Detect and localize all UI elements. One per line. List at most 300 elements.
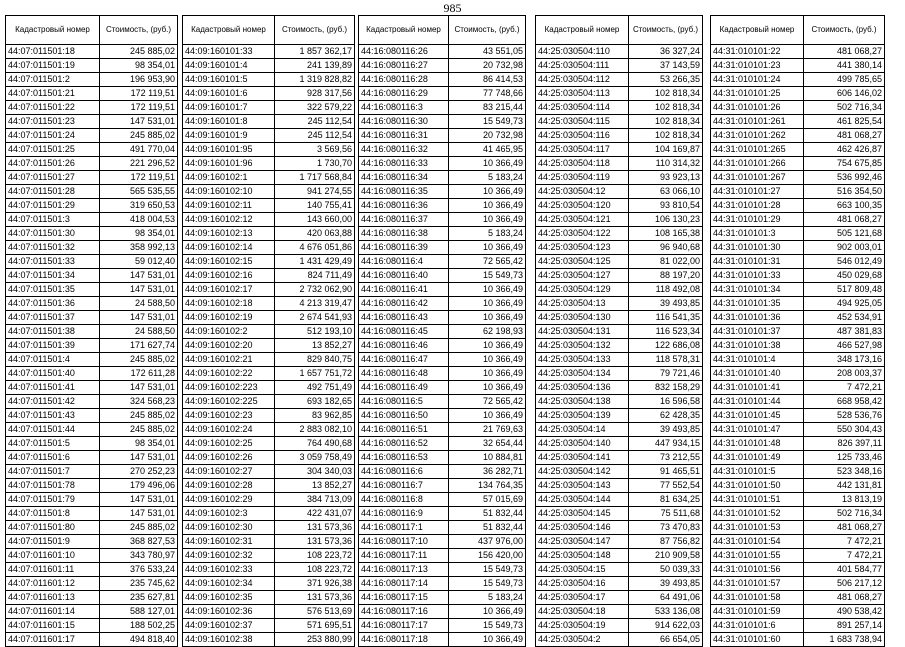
cost-cell: 829 840,75 [275, 353, 355, 367]
cadastral-number-cell: 44:25:030504:138 [536, 395, 629, 409]
header-cadastral-number: Кадастровый номер [183, 16, 275, 45]
table-row [711, 409, 885, 423]
table-row [6, 283, 178, 297]
cadastral-number-cell: 44:07:011501:43 [6, 409, 100, 423]
cadastral-number-cell: 44:16:080117:17 [359, 619, 449, 633]
cadastral-number-cell: 44:25:030504:111 [536, 59, 629, 73]
table-row [6, 395, 178, 409]
cost-cell: 81 634,25 [629, 493, 703, 507]
cadastral-number-cell: 44:07:011601:17 [6, 633, 100, 647]
cadastral-number-cell: 44:25:030504:15 [536, 563, 629, 577]
cost-cell: 481 068,27 [804, 45, 885, 59]
cost-cell: 147 531,01 [100, 493, 178, 507]
cadastral-number-cell: 44:09:160101:8 [183, 115, 275, 129]
table-row [711, 129, 885, 143]
table-row [536, 619, 703, 633]
cadastral-number-cell: 44:31:010101:37 [711, 325, 804, 339]
cadastral-number-cell: 44:09:160102:10 [183, 185, 275, 199]
table-row [711, 325, 885, 339]
table-row [359, 605, 526, 619]
table-row [183, 101, 355, 115]
cadastral-number-cell: 44:09:160102:15 [183, 255, 275, 269]
table-row [359, 535, 526, 549]
cadastral-number-cell: 44:31:010101:58 [711, 591, 804, 605]
cadastral-number-cell: 44:25:030504:12 [536, 185, 629, 199]
cost-cell: 1 857 362,17 [275, 45, 355, 59]
cost-cell: 106 130,23 [629, 213, 703, 227]
cost-cell: 39 493,85 [629, 423, 703, 437]
table-row [711, 45, 885, 59]
cadastral-number-cell: 44:31:010101:52 [711, 507, 804, 521]
cadastral-number-cell: 44:09:160101:4 [183, 59, 275, 73]
cost-cell: 245 885,02 [100, 409, 178, 423]
table-row [6, 213, 178, 227]
table-row [359, 479, 526, 493]
table-row [183, 563, 355, 577]
cadastral-number-cell: 44:31:010101:30 [711, 241, 804, 255]
cadastral-number-cell: 44:16:080116:8 [359, 493, 449, 507]
cost-cell: 125 733,46 [804, 451, 885, 465]
cost-cell: 131 573,36 [275, 591, 355, 605]
table-row [711, 395, 885, 409]
cost-cell: 235 745,62 [100, 577, 178, 591]
table-row [536, 297, 703, 311]
table-row [536, 101, 703, 115]
cost-cell: 32 654,44 [449, 437, 526, 451]
table-row [711, 185, 885, 199]
cost-cell: 764 490,68 [275, 437, 355, 451]
cost-cell: 1 730,70 [275, 157, 355, 171]
cadastral-number-cell: 44:31:010101:26 [711, 101, 804, 115]
table-row [359, 437, 526, 451]
table-row [711, 507, 885, 521]
table-row [711, 619, 885, 633]
cost-cell: 79 721,46 [629, 367, 703, 381]
table-row [183, 339, 355, 353]
cadastral-number-cell: 44:25:030504:115 [536, 115, 629, 129]
cadastral-number-cell: 44:07:011501:41 [6, 381, 100, 395]
table-row [6, 227, 178, 241]
cost-cell: 536 992,46 [804, 171, 885, 185]
table-row [536, 311, 703, 325]
cost-cell: 102 818,34 [629, 129, 703, 143]
table-row [536, 269, 703, 283]
cost-cell: 506 217,12 [804, 577, 885, 591]
cadastral-number-cell: 44:07:011501:39 [6, 339, 100, 353]
cadastral-number-cell: 44:07:011501:18 [6, 45, 100, 59]
cadastral-number-cell: 44:16:080117:10 [359, 535, 449, 549]
table-row [711, 605, 885, 619]
cost-cell: 7 472,21 [804, 381, 885, 395]
cost-cell: 188 502,25 [100, 619, 178, 633]
cost-cell: 179 496,06 [100, 479, 178, 493]
cadastral-number-cell: 44:16:080116:33 [359, 157, 449, 171]
cost-cell: 221 296,52 [100, 157, 178, 171]
cost-cell: 10 366,49 [449, 311, 526, 325]
table-row [6, 87, 178, 101]
table-row [183, 381, 355, 395]
cost-cell: 902 003,01 [804, 241, 885, 255]
cost-cell: 93 810,54 [629, 199, 703, 213]
cost-cell: 245 885,02 [100, 521, 178, 535]
cadastral-number-cell: 44:31:010101:57 [711, 577, 804, 591]
cadastral-number-cell: 44:16:080116:41 [359, 283, 449, 297]
cost-cell: 36 282,71 [449, 465, 526, 479]
table-row [183, 619, 355, 633]
cadastral-number-cell: 44:16:080116:40 [359, 269, 449, 283]
table-row [6, 199, 178, 213]
table-row [711, 255, 885, 269]
cadastral-number-cell: 44:09:160102:30 [183, 521, 275, 535]
table-row [359, 409, 526, 423]
cadastral-number-cell: 44:25:030504:19 [536, 619, 629, 633]
table-row [359, 199, 526, 213]
cadastral-number-cell: 44:31:010101:28 [711, 199, 804, 213]
table-row [536, 409, 703, 423]
cadastral-number-cell: 44:16:080116:34 [359, 171, 449, 185]
table-row [359, 381, 526, 395]
table-row [183, 87, 355, 101]
table-row [359, 255, 526, 269]
cost-cell: 550 304,43 [804, 423, 885, 437]
cost-cell: 171 627,74 [100, 339, 178, 353]
table-row [359, 269, 526, 283]
table-row [536, 507, 703, 521]
cost-cell: 319 650,53 [100, 199, 178, 213]
cost-cell: 147 531,01 [100, 381, 178, 395]
cadastral-number-cell: 44:07:011501:33 [6, 255, 100, 269]
cadastral-number-cell: 44:07:011601:13 [6, 591, 100, 605]
table-row [183, 45, 355, 59]
cost-cell: 505 121,68 [804, 227, 885, 241]
cadastral-number-cell: 44:25:030504:118 [536, 157, 629, 171]
cost-cell: 663 100,35 [804, 199, 885, 213]
cadastral-number-cell: 44:31:010101:41 [711, 381, 804, 395]
cadastral-number-cell: 44:07:011501:2 [6, 73, 100, 87]
cadastral-number-cell: 44:31:010101:56 [711, 563, 804, 577]
cadastral-number-cell: 44:07:011601:15 [6, 619, 100, 633]
table-row [359, 185, 526, 199]
cadastral-number-cell: 44:25:030504:139 [536, 409, 629, 423]
cadastral-number-cell: 44:07:011501:26 [6, 157, 100, 171]
table-row [183, 269, 355, 283]
cadastral-number-cell: 44:25:030504:140 [536, 437, 629, 451]
cost-cell: 39 493,85 [629, 297, 703, 311]
table-row [183, 171, 355, 185]
cost-cell: 156 420,00 [449, 549, 526, 563]
table-row [183, 521, 355, 535]
table-row [183, 241, 355, 255]
cadastral-number-cell: 44:16:080116:5 [359, 395, 449, 409]
cost-cell: 358 992,13 [100, 241, 178, 255]
cost-cell: 62 428,35 [629, 409, 703, 423]
header-cost: Стоимость, (руб.) [275, 16, 355, 45]
cadastral-number-cell: 44:31:010101:54 [711, 535, 804, 549]
cost-cell: 481 068,27 [804, 213, 885, 227]
table-row [711, 171, 885, 185]
cadastral-number-cell: 44:31:010101:22 [711, 45, 804, 59]
table-row [536, 115, 703, 129]
cadastral-number-cell: 44:31:010101:44 [711, 395, 804, 409]
cost-cell: 450 029,68 [804, 269, 885, 283]
cost-cell: 1 683 738,94 [804, 633, 885, 647]
cost-cell: 172 119,51 [100, 101, 178, 115]
cadastral-number-cell: 44:07:011501:40 [6, 367, 100, 381]
table-row [6, 311, 178, 325]
cost-cell: 64 491,06 [629, 591, 703, 605]
cost-cell: 147 531,01 [100, 451, 178, 465]
table-row [711, 423, 885, 437]
table-row [359, 311, 526, 325]
cadastral-number-cell: 44:25:030504:18 [536, 605, 629, 619]
cadastral-number-cell: 44:31:010101:59 [711, 605, 804, 619]
cadastral-number-cell: 44:09:160102:12 [183, 213, 275, 227]
cadastral-number-cell: 44:09:160102:14 [183, 241, 275, 255]
cadastral-number-cell: 44:25:030504:121 [536, 213, 629, 227]
cost-cell: 533 136,08 [629, 605, 703, 619]
cost-cell: 891 257,14 [804, 619, 885, 633]
table-row [711, 549, 885, 563]
cost-cell: 7 472,21 [804, 535, 885, 549]
cost-cell: 66 654,05 [629, 633, 703, 647]
cadastral-number-cell: 44:16:080116:26 [359, 45, 449, 59]
table-row [183, 73, 355, 87]
cost-cell: 51 832,44 [449, 521, 526, 535]
cost-cell: 102 818,34 [629, 87, 703, 101]
cost-cell: 122 686,08 [629, 339, 703, 353]
cadastral-number-cell: 44:07:011501:24 [6, 129, 100, 143]
table-row [536, 199, 703, 213]
cost-cell: 51 832,44 [449, 507, 526, 521]
table-row [6, 549, 178, 563]
cost-cell: 72 565,42 [449, 395, 526, 409]
cost-cell: 77 552,54 [629, 479, 703, 493]
table-row [711, 297, 885, 311]
table-row [711, 101, 885, 115]
table-row [183, 465, 355, 479]
table-row [6, 73, 178, 87]
cost-cell: 10 884,81 [449, 451, 526, 465]
cost-cell: 832 158,29 [629, 381, 703, 395]
table-row [536, 227, 703, 241]
cadastral-number-cell: 44:09:160102:26 [183, 451, 275, 465]
cost-cell: 172 119,51 [100, 171, 178, 185]
cadastral-number-cell: 44:09:160102:16 [183, 269, 275, 283]
cadastral-number-cell: 44:31:010101:55 [711, 549, 804, 563]
cadastral-number-cell: 44:09:160102:33 [183, 563, 275, 577]
table-row [183, 325, 355, 339]
table-row [183, 283, 355, 297]
cadastral-number-cell: 44:31:010101:27 [711, 185, 804, 199]
table-row [6, 619, 178, 633]
cadastral-number-cell: 44:09:160102:35 [183, 591, 275, 605]
cadastral-number-cell: 44:31:010101:23 [711, 59, 804, 73]
cost-cell: 754 675,85 [804, 157, 885, 171]
cadastral-number-cell: 44:25:030504:130 [536, 311, 629, 325]
cadastral-number-cell: 44:16:080116:42 [359, 297, 449, 311]
cost-cell: 2 674 541,93 [275, 311, 355, 325]
cadastral-number-cell: 44:16:080116:46 [359, 339, 449, 353]
cadastral-number-cell: 44:09:160102:31 [183, 535, 275, 549]
cadastral-number-cell: 44:16:080117:16 [359, 605, 449, 619]
table-row [183, 479, 355, 493]
cadastral-number-cell: 44:09:160101:95 [183, 143, 275, 157]
cadastral-number-cell: 44:25:030504:17 [536, 591, 629, 605]
cost-cell: 2 732 062,90 [275, 283, 355, 297]
cadastral-number-cell: 44:16:080116:48 [359, 367, 449, 381]
cadastral-number-cell: 44:07:011501:80 [6, 521, 100, 535]
table-row [6, 591, 178, 605]
cadastral-number-cell: 44:09:160102:19 [183, 311, 275, 325]
cost-cell: 576 513,69 [275, 605, 355, 619]
table-row [183, 577, 355, 591]
table-row [536, 255, 703, 269]
table-row [536, 563, 703, 577]
table-row [711, 521, 885, 535]
cadastral-number-cell: 44:31:010101:266 [711, 157, 804, 171]
cadastral-number-cell: 44:31:010101:47 [711, 423, 804, 437]
cadastral-number-cell: 44:09:160102:17 [183, 283, 275, 297]
cadastral-number-cell: 44:07:011501:29 [6, 199, 100, 213]
table-row [536, 59, 703, 73]
cadastral-number-cell: 44:09:160102:1 [183, 171, 275, 185]
table-row [536, 353, 703, 367]
cadastral-number-cell: 44:16:080116:38 [359, 227, 449, 241]
cost-cell: 546 012,49 [804, 255, 885, 269]
cadastral-number-cell: 44:07:011501:23 [6, 115, 100, 129]
cost-cell: 134 764,35 [449, 479, 526, 493]
table-row [711, 269, 885, 283]
cadastral-number-cell: 44:31:010101:5 [711, 465, 804, 479]
cost-cell: 368 827,53 [100, 535, 178, 549]
table-row [6, 129, 178, 143]
cadastral-number-cell: 44:25:030504:123 [536, 241, 629, 255]
cadastral-number-cell: 44:31:010101:35 [711, 297, 804, 311]
cadastral-number-cell: 44:25:030504:13 [536, 297, 629, 311]
cost-cell: 494 818,40 [100, 633, 178, 647]
cost-cell: 5 183,24 [449, 591, 526, 605]
table-row [359, 157, 526, 171]
cost-cell: 53 266,35 [629, 73, 703, 87]
cadastral-number-cell: 44:07:011501:44 [6, 423, 100, 437]
table-row [183, 185, 355, 199]
page-number: 985 [443, 1, 462, 15]
table-row [359, 619, 526, 633]
cadastral-number-cell: 44:31:010101:33 [711, 269, 804, 283]
cadastral-number-cell: 44:07:011501:34 [6, 269, 100, 283]
cost-cell: 481 068,27 [804, 129, 885, 143]
table-row [536, 549, 703, 563]
cadastral-number-cell: 44:25:030504:133 [536, 353, 629, 367]
table-row [183, 59, 355, 73]
table-row [711, 213, 885, 227]
cadastral-number-cell: 44:25:030504:147 [536, 535, 629, 549]
cadastral-number-cell: 44:09:160102:34 [183, 577, 275, 591]
cost-cell: 10 366,49 [449, 353, 526, 367]
table-row [359, 115, 526, 129]
cost-cell: 10 366,49 [449, 633, 526, 647]
table-row [6, 521, 178, 535]
cost-cell: 3 059 758,49 [275, 451, 355, 465]
cadastral-number-cell: 44:07:011601:14 [6, 605, 100, 619]
table-row [6, 269, 178, 283]
cost-cell: 668 958,42 [804, 395, 885, 409]
table-row [536, 521, 703, 535]
cadastral-table-4 [535, 15, 703, 647]
cost-cell: 384 713,09 [275, 493, 355, 507]
cadastral-number-cell: 44:09:160101:7 [183, 101, 275, 115]
table-row [359, 171, 526, 185]
cadastral-number-cell: 44:09:160102:2 [183, 325, 275, 339]
cost-cell: 104 169,87 [629, 143, 703, 157]
cadastral-number-cell: 44:16:080116:37 [359, 213, 449, 227]
cadastral-number-cell: 44:31:010101:29 [711, 213, 804, 227]
cost-cell: 461 825,54 [804, 115, 885, 129]
cost-cell: 304 340,03 [275, 465, 355, 479]
cost-cell: 63 066,10 [629, 185, 703, 199]
table-row [183, 423, 355, 437]
cadastral-number-cell: 44:09:160102:3 [183, 507, 275, 521]
cadastral-number-cell: 44:16:080116:45 [359, 325, 449, 339]
table-row [183, 591, 355, 605]
cost-cell: 588 127,01 [100, 605, 178, 619]
cadastral-number-cell: 44:07:011501:28 [6, 185, 100, 199]
table-row [711, 157, 885, 171]
table-row [6, 409, 178, 423]
cadastral-number-cell: 44:31:010101:50 [711, 479, 804, 493]
table-row [711, 493, 885, 507]
cost-cell: 10 366,49 [449, 241, 526, 255]
cost-cell: 452 534,91 [804, 311, 885, 325]
cost-cell: 418 004,53 [100, 213, 178, 227]
table-row [6, 437, 178, 451]
table-row [183, 493, 355, 507]
cadastral-number-cell: 44:25:030504:131 [536, 325, 629, 339]
cadastral-number-cell: 44:09:160101:96 [183, 157, 275, 171]
cost-cell: 102 818,34 [629, 101, 703, 115]
table-row [536, 143, 703, 157]
table-row [536, 185, 703, 199]
cadastral-number-cell: 44:09:160102:22 [183, 367, 275, 381]
cost-cell: 41 465,95 [449, 143, 526, 157]
table-row [183, 213, 355, 227]
cost-cell: 88 197,20 [629, 269, 703, 283]
table-row [711, 535, 885, 549]
table-row [6, 143, 178, 157]
cost-cell: 693 182,65 [275, 395, 355, 409]
table-row [359, 353, 526, 367]
cadastral-table-3 [358, 15, 526, 647]
cadastral-number-cell: 44:25:030504:143 [536, 479, 629, 493]
header-cadastral-number: Кадастровый номер [536, 16, 629, 45]
table-row [536, 605, 703, 619]
table-row [536, 451, 703, 465]
table-row [711, 73, 885, 87]
cadastral-number-cell: 44:31:010101:6 [711, 619, 804, 633]
cost-cell: 20 732,98 [449, 129, 526, 143]
cost-cell: 523 348,16 [804, 465, 885, 479]
cost-cell: 324 568,23 [100, 395, 178, 409]
table-row [183, 605, 355, 619]
cost-cell: 235 627,81 [100, 591, 178, 605]
cost-cell: 10 366,49 [449, 381, 526, 395]
cadastral-number-cell: 44:09:160102:13 [183, 227, 275, 241]
cadastral-number-cell: 44:07:011501:35 [6, 283, 100, 297]
cadastral-number-cell: 44:25:030504:132 [536, 339, 629, 353]
table-row [711, 591, 885, 605]
cadastral-number-cell: 44:07:011601:11 [6, 563, 100, 577]
table-row [183, 227, 355, 241]
